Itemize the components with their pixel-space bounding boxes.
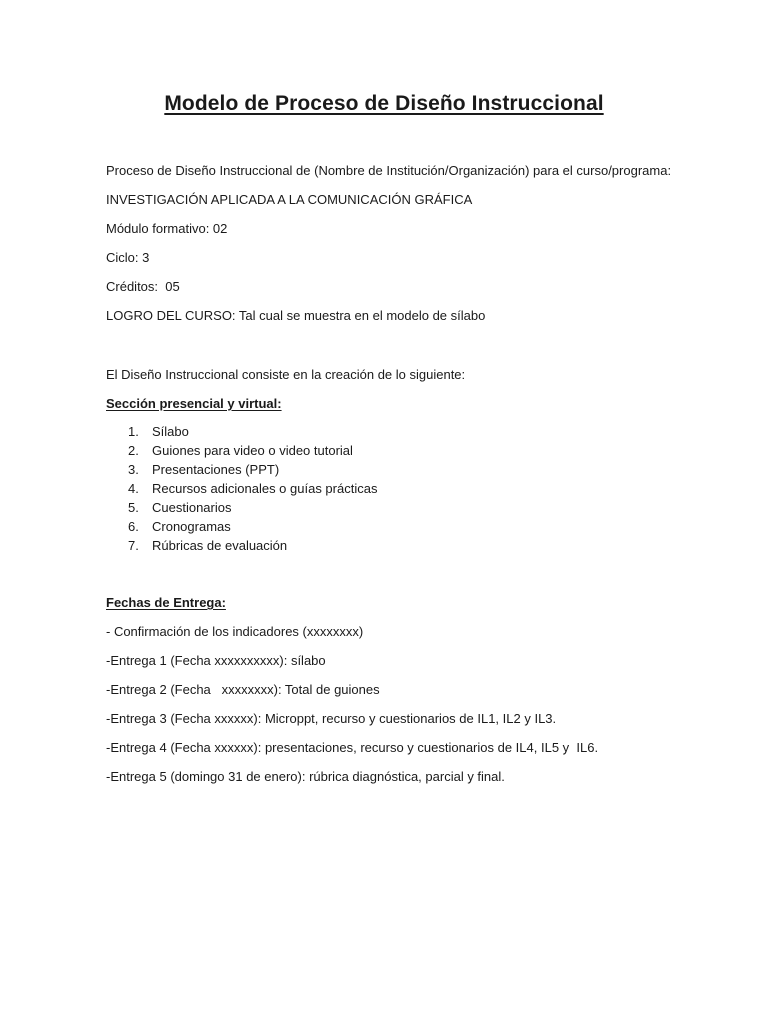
dates-heading: Fechas de Entrega: (106, 595, 226, 610)
list-item: 7. Rúbricas de evaluación (128, 538, 288, 553)
achievement-text: LOGRO DEL CURSO: Tal cual se muestra en el modelo de sílabo (106, 308, 486, 323)
document-title: Modelo de Proceso de Diseño Instruccional (164, 92, 604, 115)
design-intro-text: El Diseño Instruccional consiste en la creación de lo siguiente: (106, 367, 466, 382)
list-item: 1. Sílabo (128, 424, 189, 439)
section-heading: Sección presencial y virtual: (106, 396, 282, 411)
delivery-item: -Entrega 5 (domingo 31 de enero): rúbrica diagnóstica, parcial y final. (106, 769, 505, 784)
list-item: 3. Presentaciones (PPT) (128, 462, 280, 477)
cycle-text: Ciclo: 3 (106, 250, 150, 265)
deliverables-list (128, 424, 377, 557)
intro-text: Proceso de Diseño Instruccional de (Nombre de Institución/Organización) para el curso/programa: (106, 163, 672, 178)
list-item: 6. Cronogramas (128, 519, 231, 534)
credits-text: Créditos: 05 (106, 279, 180, 294)
module-text: Módulo formativo: 02 (106, 221, 228, 236)
delivery-item: -Entrega 3 (Fecha xxxxxx): Microppt, recurso y cuestionarios de IL1, IL2 y IL3. (106, 711, 557, 726)
course-name: INVESTIGACIÓN APLICADA A LA COMUNICACIÓN GRÁFICA (106, 192, 473, 207)
delivery-item: -Entrega 1 (Fecha xxxxxxxxxx): sílabo (106, 653, 326, 668)
delivery-item: -Entrega 4 (Fecha xxxxxx): presentaciones, recurso y cuestionarios de IL4, IL5 y IL6. (106, 740, 599, 755)
list-item: 5. Cuestionarios (128, 500, 232, 515)
delivery-item: - Confirmación de los indicadores (xxxxxxxx) (106, 624, 364, 639)
delivery-item: -Entrega 2 (Fecha xxxxxxxx): Total de guiones (106, 682, 380, 697)
list-item: 4. Recursos adicionales o guías prácticas (128, 481, 378, 496)
list-item: 2. Guiones para video o video tutorial (128, 443, 353, 458)
